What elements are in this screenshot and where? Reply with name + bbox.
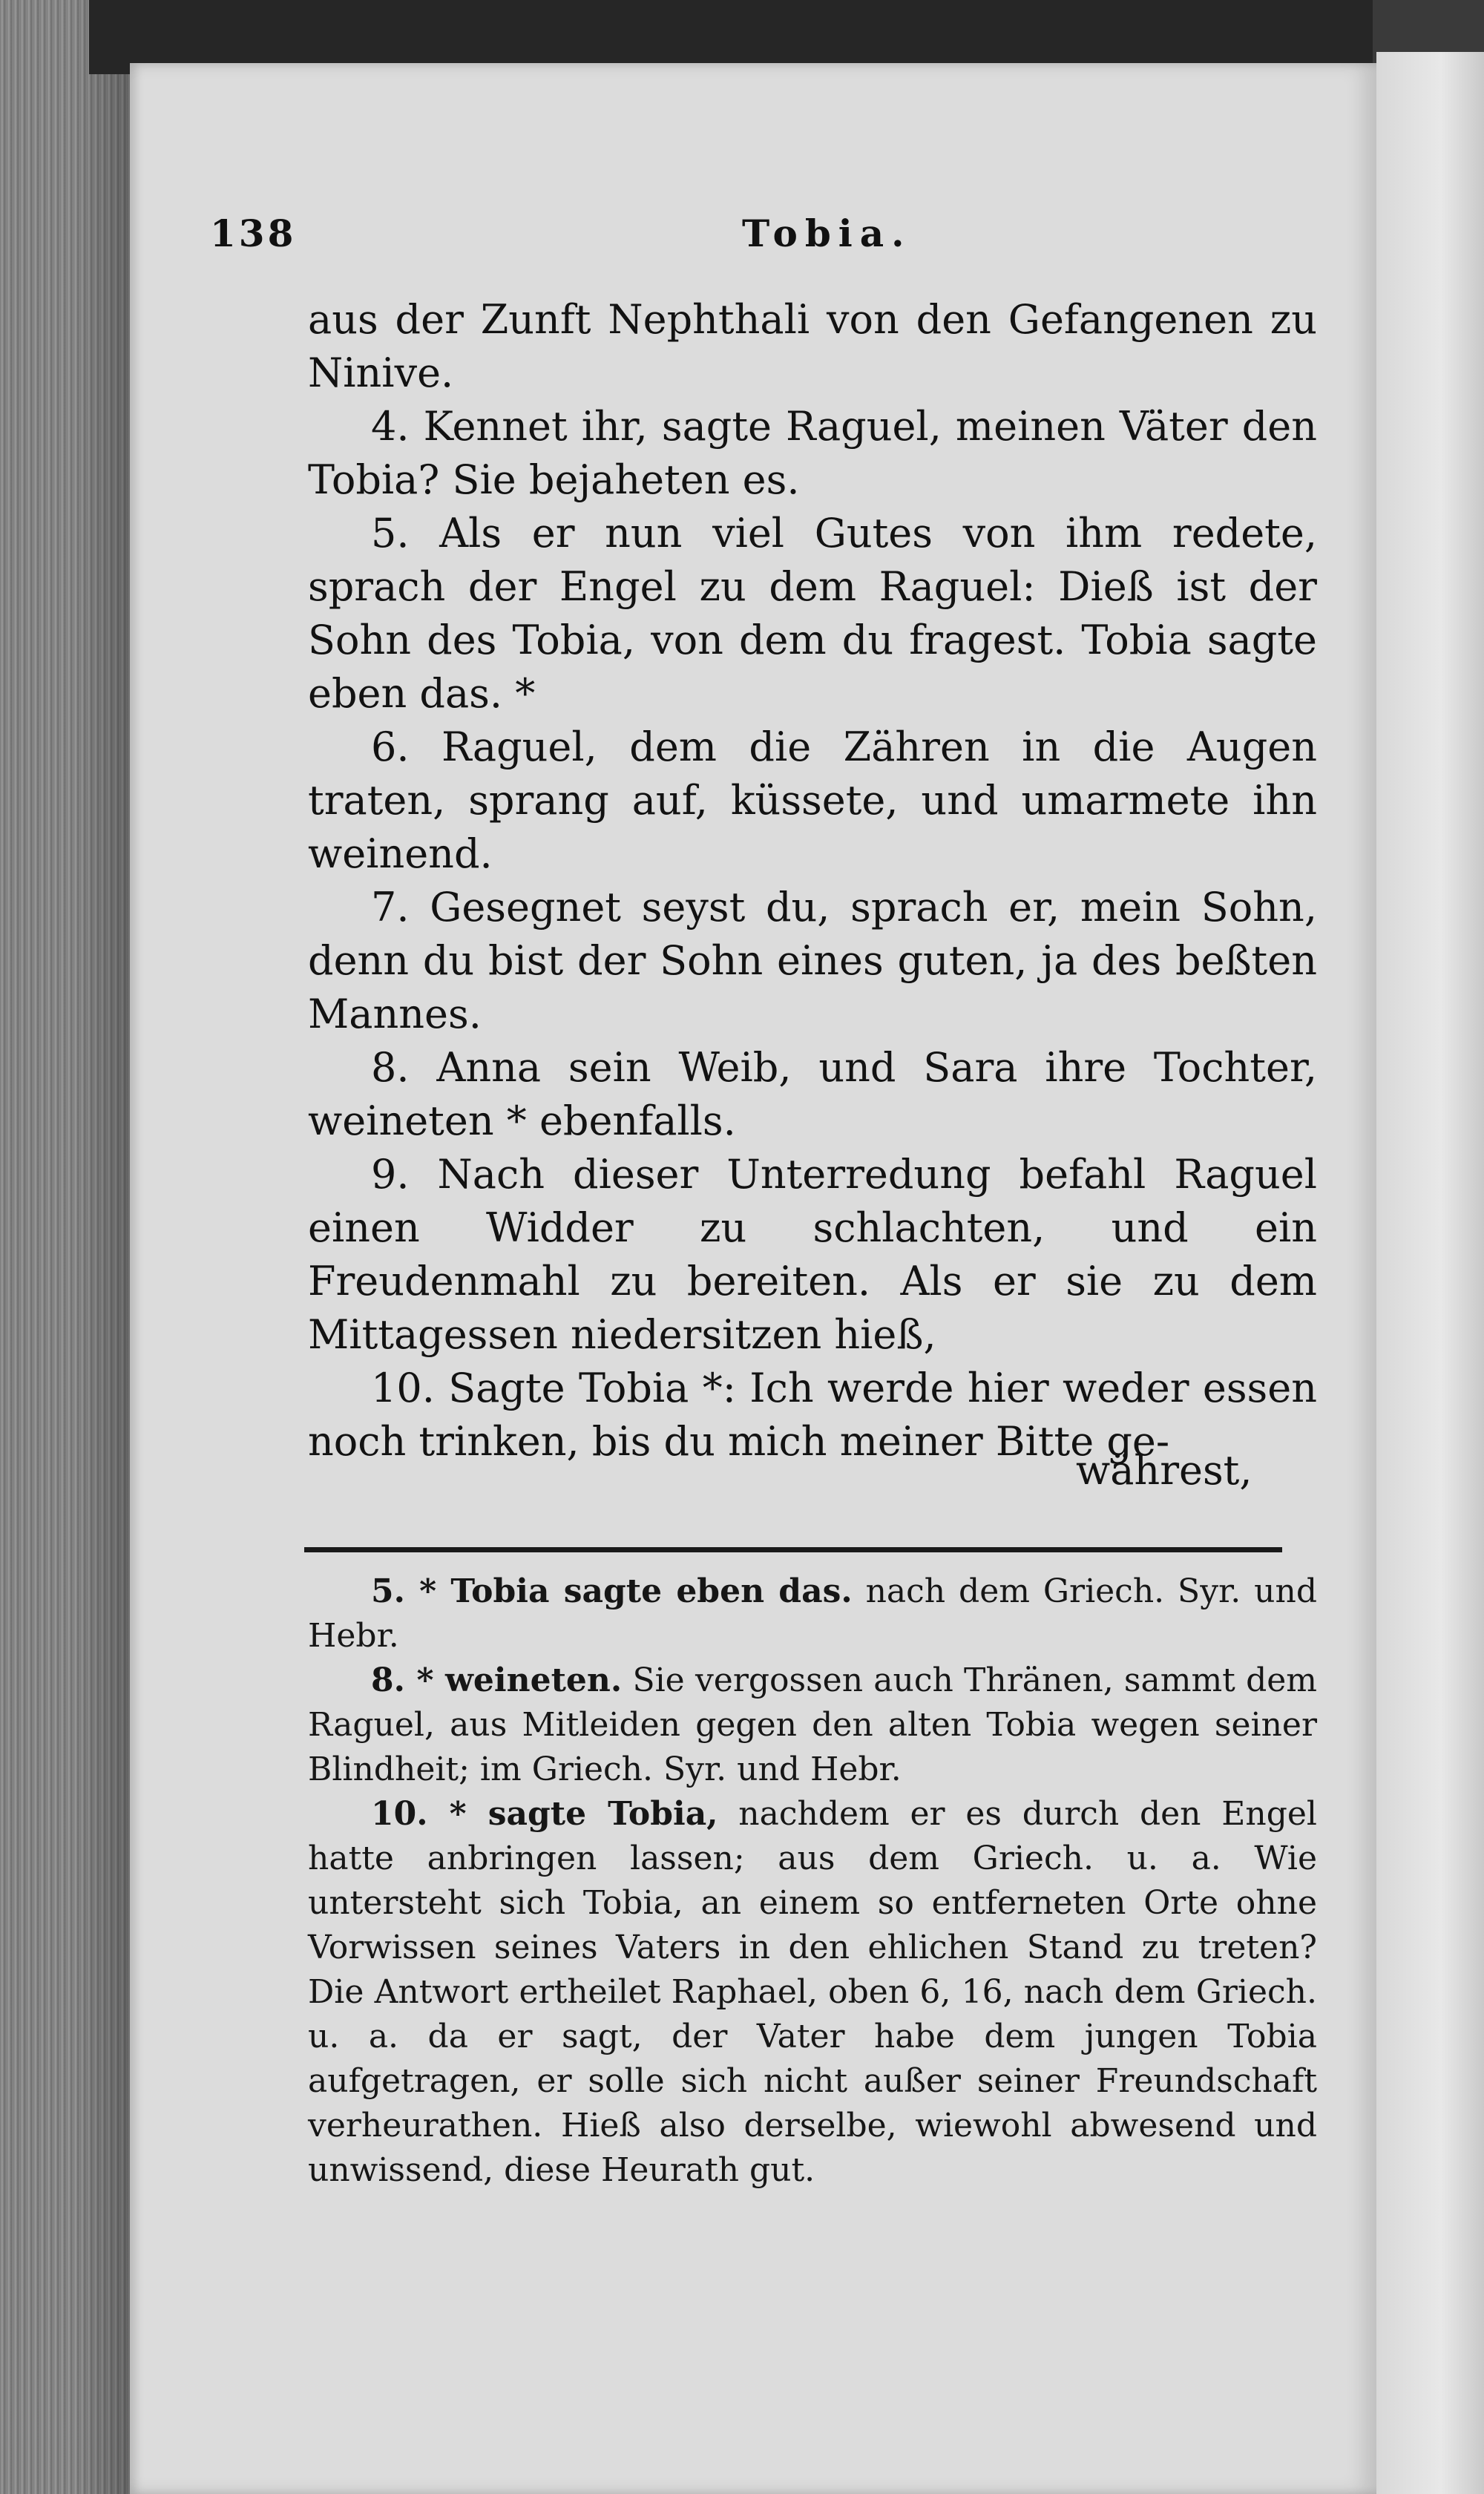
verse: 8. Anna sein Weib, und Sara ihre Tochter, weineten * ebenfalls. bbox=[308, 1044, 1317, 1144]
verse: 9. Nach dieser Unterredung befahl Raguel einen Widder zu schlachten, und ein Freudenmahl zu bereiten. Als er sie zu dem Mittagessen niedersitzen hieß, bbox=[308, 1151, 1317, 1358]
footnote-lemma: 10. * sagte Tobia, bbox=[371, 1795, 718, 1833]
main-text bbox=[308, 293, 1317, 1468]
verse: aus der Zunft Nephthali von den Gefangenen zu Ninive. bbox=[308, 296, 1317, 396]
running-title: Tobia. bbox=[742, 211, 912, 255]
catchword: währest, bbox=[1076, 1447, 1252, 1494]
verse: 5. Als er nun viel Gutes von ihm redete, sprach der Engel zu dem Raguel: Dieß ist der Sohn des Tobia, von dem du fragest. Tobia sagte eben das. * bbox=[308, 510, 1317, 717]
footnote-text: Sie vergossen auch Thränen, sammt dem Raguel, aus Mitleiden gegen den alten Tobia wegen seiner Blindheit; im Griech. Syr. und Hebr. bbox=[308, 1661, 1317, 1788]
gutter-shadow bbox=[74, 0, 130, 2494]
footnote-text: nachdem er es durch den Engel hatte anbringen lassen; aus dem Griech. u. a. Wie untersteht sich Tobia, an einem so entferneten Orte ohne Vorwissen seines Vaters in den ehlichen Stand zu treten? Die Antwort ertheilet Raphael, oben 6, 16, nach dem Griech. u. a. da er sagt, der Vater habe dem jungen Tobia aufgetragen, er solle sich nicht außer seiner Freundschaft verheurathen. Hieß also derselbe, wiewohl abwesend und unwissend, diese Heurath gut. bbox=[308, 1795, 1317, 2189]
footnote-text: nach dem Griech. Syr. und Hebr. bbox=[308, 1572, 1317, 1655]
verse: 10. Sagte Tobia *: Ich werde hier weder essen noch trinken, bis du mich meiner Bitte ge- bbox=[308, 1365, 1317, 1465]
footnote-lemma: 8. * weineten. bbox=[371, 1661, 623, 1699]
page-header bbox=[174, 211, 1317, 263]
footnote bbox=[308, 1658, 1317, 1792]
footnotes bbox=[308, 1569, 1317, 2193]
footnote bbox=[308, 1569, 1317, 1658]
verse: 6. Raguel, dem die Zähren in die Augen traten, sprang auf, küssete, und umarmete ihn weinend. bbox=[308, 723, 1317, 877]
footnote-rule bbox=[304, 1547, 1282, 1552]
page-number: 138 bbox=[210, 211, 297, 255]
next-page-edge bbox=[1376, 52, 1484, 2494]
verse: 7. Gesegnet seyst du, sprach er, mein Sohn, denn du bist der Sohn eines guten, ja des beßten Mannes. bbox=[308, 884, 1317, 1037]
footnote-lemma: 5. * Tobia sagte eben das. bbox=[371, 1572, 853, 1610]
verse: 4. Kennet ihr, sagte Raguel, meinen Väter den Tobia? Sie bejaheten es. bbox=[308, 403, 1317, 503]
footnote bbox=[308, 1792, 1317, 2193]
